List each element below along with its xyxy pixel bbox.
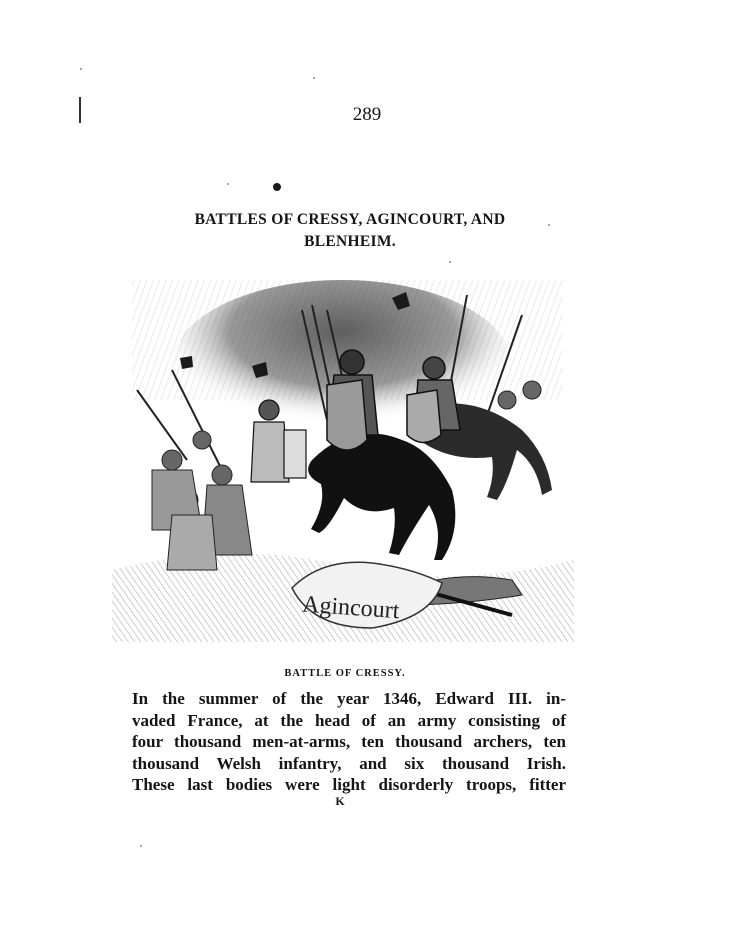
stone-inscription: Agincourt xyxy=(301,591,401,625)
signature-mark: K xyxy=(335,794,345,808)
page-number: 289 xyxy=(352,104,382,125)
battle-engraving-icon xyxy=(112,270,574,642)
body-line-2: vaded France, at the head of an army consisting of xyxy=(132,710,566,730)
chapter-title xyxy=(150,209,550,253)
body-line-4: thousand Welsh infantry, and six thousand Irish. xyxy=(132,753,566,773)
body-line-5: These last bodies were light disorderly troops, fitter xyxy=(132,775,566,794)
figure-caption: BATTLE OF CRESSY. xyxy=(284,668,406,679)
body-line-1: In the summer of the year 1346, Edward III. in- xyxy=(132,689,566,708)
ornament-bullet xyxy=(273,183,281,191)
body-paragraph xyxy=(132,688,566,796)
chapter-title-line-2: BLENHEIM. xyxy=(304,233,396,250)
horse-dark xyxy=(308,433,455,560)
body-line-3: four thousand men-at-arms, ten thousand archers, ten xyxy=(132,732,566,751)
chapter-title-line-1: BATTLES OF CRESSY, AGINCOURT, AND xyxy=(194,211,506,228)
